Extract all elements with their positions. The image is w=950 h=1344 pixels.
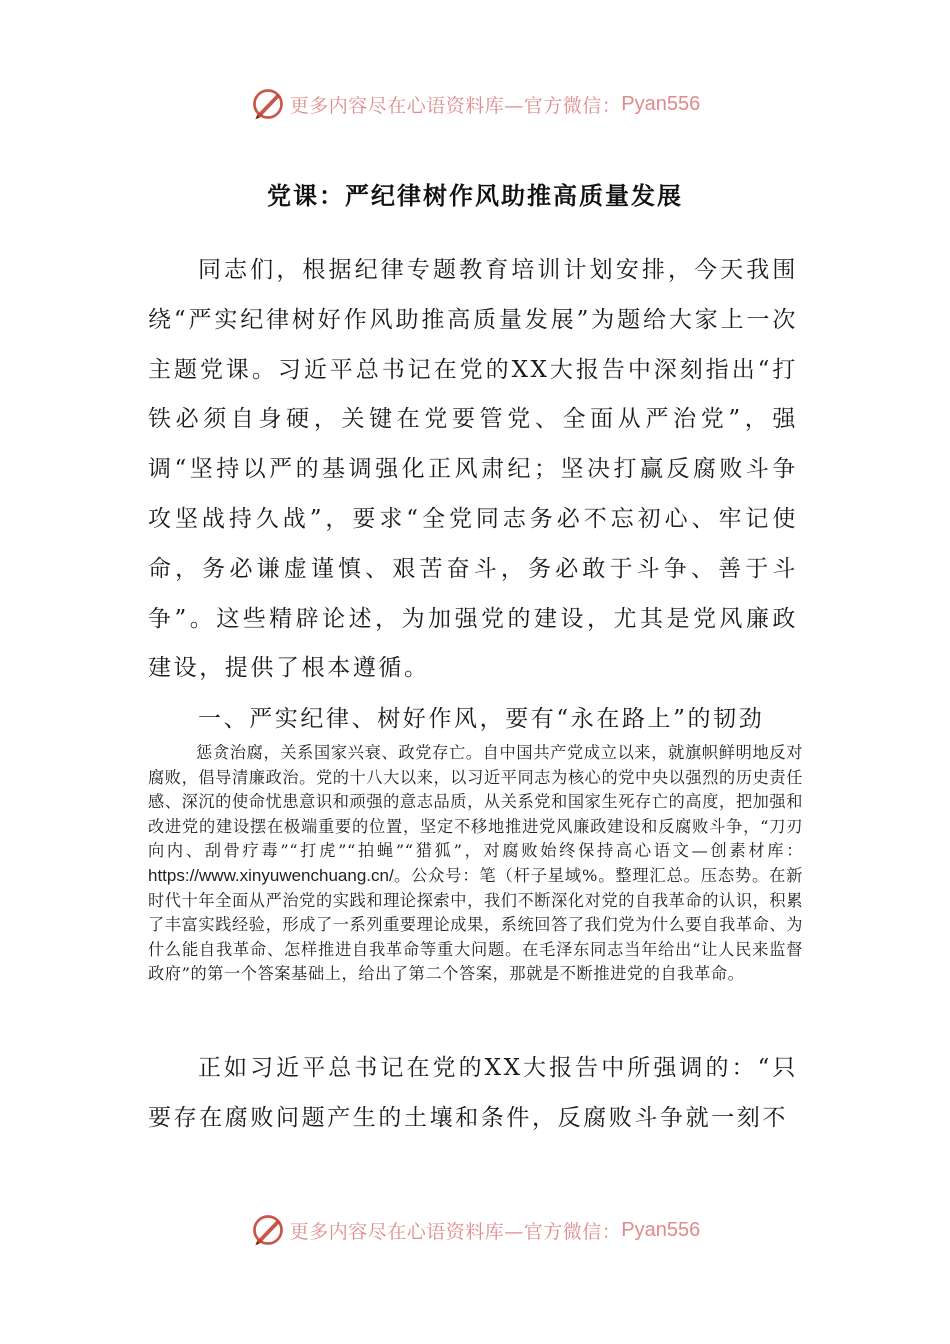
paragraph-section-1: [148, 741, 803, 987]
paragraph-section-1-part1: 惩贪治腐，关系国家兴衰、政党存亡。自中国共产党成立以来，就旗帜鲜明地反对腐败，倡导清廉政治。党的十八大以来，以习近平同志为核心的党中央以强烈的历史责任感、深沉的使命忧患意识和顽强的意志品质，从关系党和国家生死存亡的高度，把加强和改进党的建设摆在极端重要的位置，坚定不移地推进党风廉政建设和反腐败斗争，“刀刃向内、刮骨疗毒”“打虎”“拍蝇”“猎狐”，对腐败始终保持高心语文—创素材库：: [148, 743, 803, 861]
watermark-text: 更多内容尽在心语资料库—官方微信：: [289, 94, 622, 117]
pen-logo-icon: [250, 1212, 286, 1248]
watermark-footer: [0, 1210, 950, 1250]
document-title: 党课：严纪律树作风助推高质量发展: [267, 181, 683, 210]
paragraph-quote: 正如习近平总书记在党的XX大报告中所强调的：“只要存在腐败问题产生的土壤和条件，反腐败斗争就一刻不: [148, 1055, 798, 1131]
watermark-text: 更多内容尽在心语资料库—官方微信：: [289, 1220, 622, 1243]
watermark-header: [0, 84, 950, 124]
paragraph-intro: 同志们，根据纪律专题教育培训计划安排，今天我围绕“严实纪律树好作风助推高质量发展”为题给大家上一次主题党课。习近平总书记在党的XX大报告中深刻指出“打铁必须自身硬，关键在党要管党、全面从严治党”，强调“坚持以严的基调强化正风肃纪；坚决打赢反腐败斗争攻坚战持久战”，要求“全党同志务必不忘初心、牢记使命，务必谦虚谨慎、艰苦奋斗，务必敢于斗争、善于斗争”。这些精辟论述，为加强党的建设，尤其是党风廉政建设，提供了根本遵循。: [148, 257, 798, 682]
paragraph-section-1-part2: 。公众号：笔（杆子星域%。整理汇总。压态势。在新时代十年全面从严治党的实践和理论探索中，我们不断深化对党的自我革命的认识，积累了丰富实践经验，形成了一系列重要理论成果，系统回答了我们党为什么要自我革命、为什么能自我革命、怎样推进自我革命等重大问题。在毛泽东同志当年给出“让人民来监督政府”的第一个答案基础上，给出了第二个答案，那就是不断推进党的自我革命。: [148, 865, 803, 984]
pen-logo-icon: [250, 86, 286, 122]
source-url: https://www.xinyuwenchuang.cn/: [148, 865, 394, 885]
watermark-wechat-id: Pyan556: [621, 92, 701, 115]
watermark-wechat-id: Pyan556: [621, 1218, 701, 1241]
section-heading-1: 一、严实纪律、树好作风，要有“永在路上”的韧劲: [198, 706, 765, 732]
